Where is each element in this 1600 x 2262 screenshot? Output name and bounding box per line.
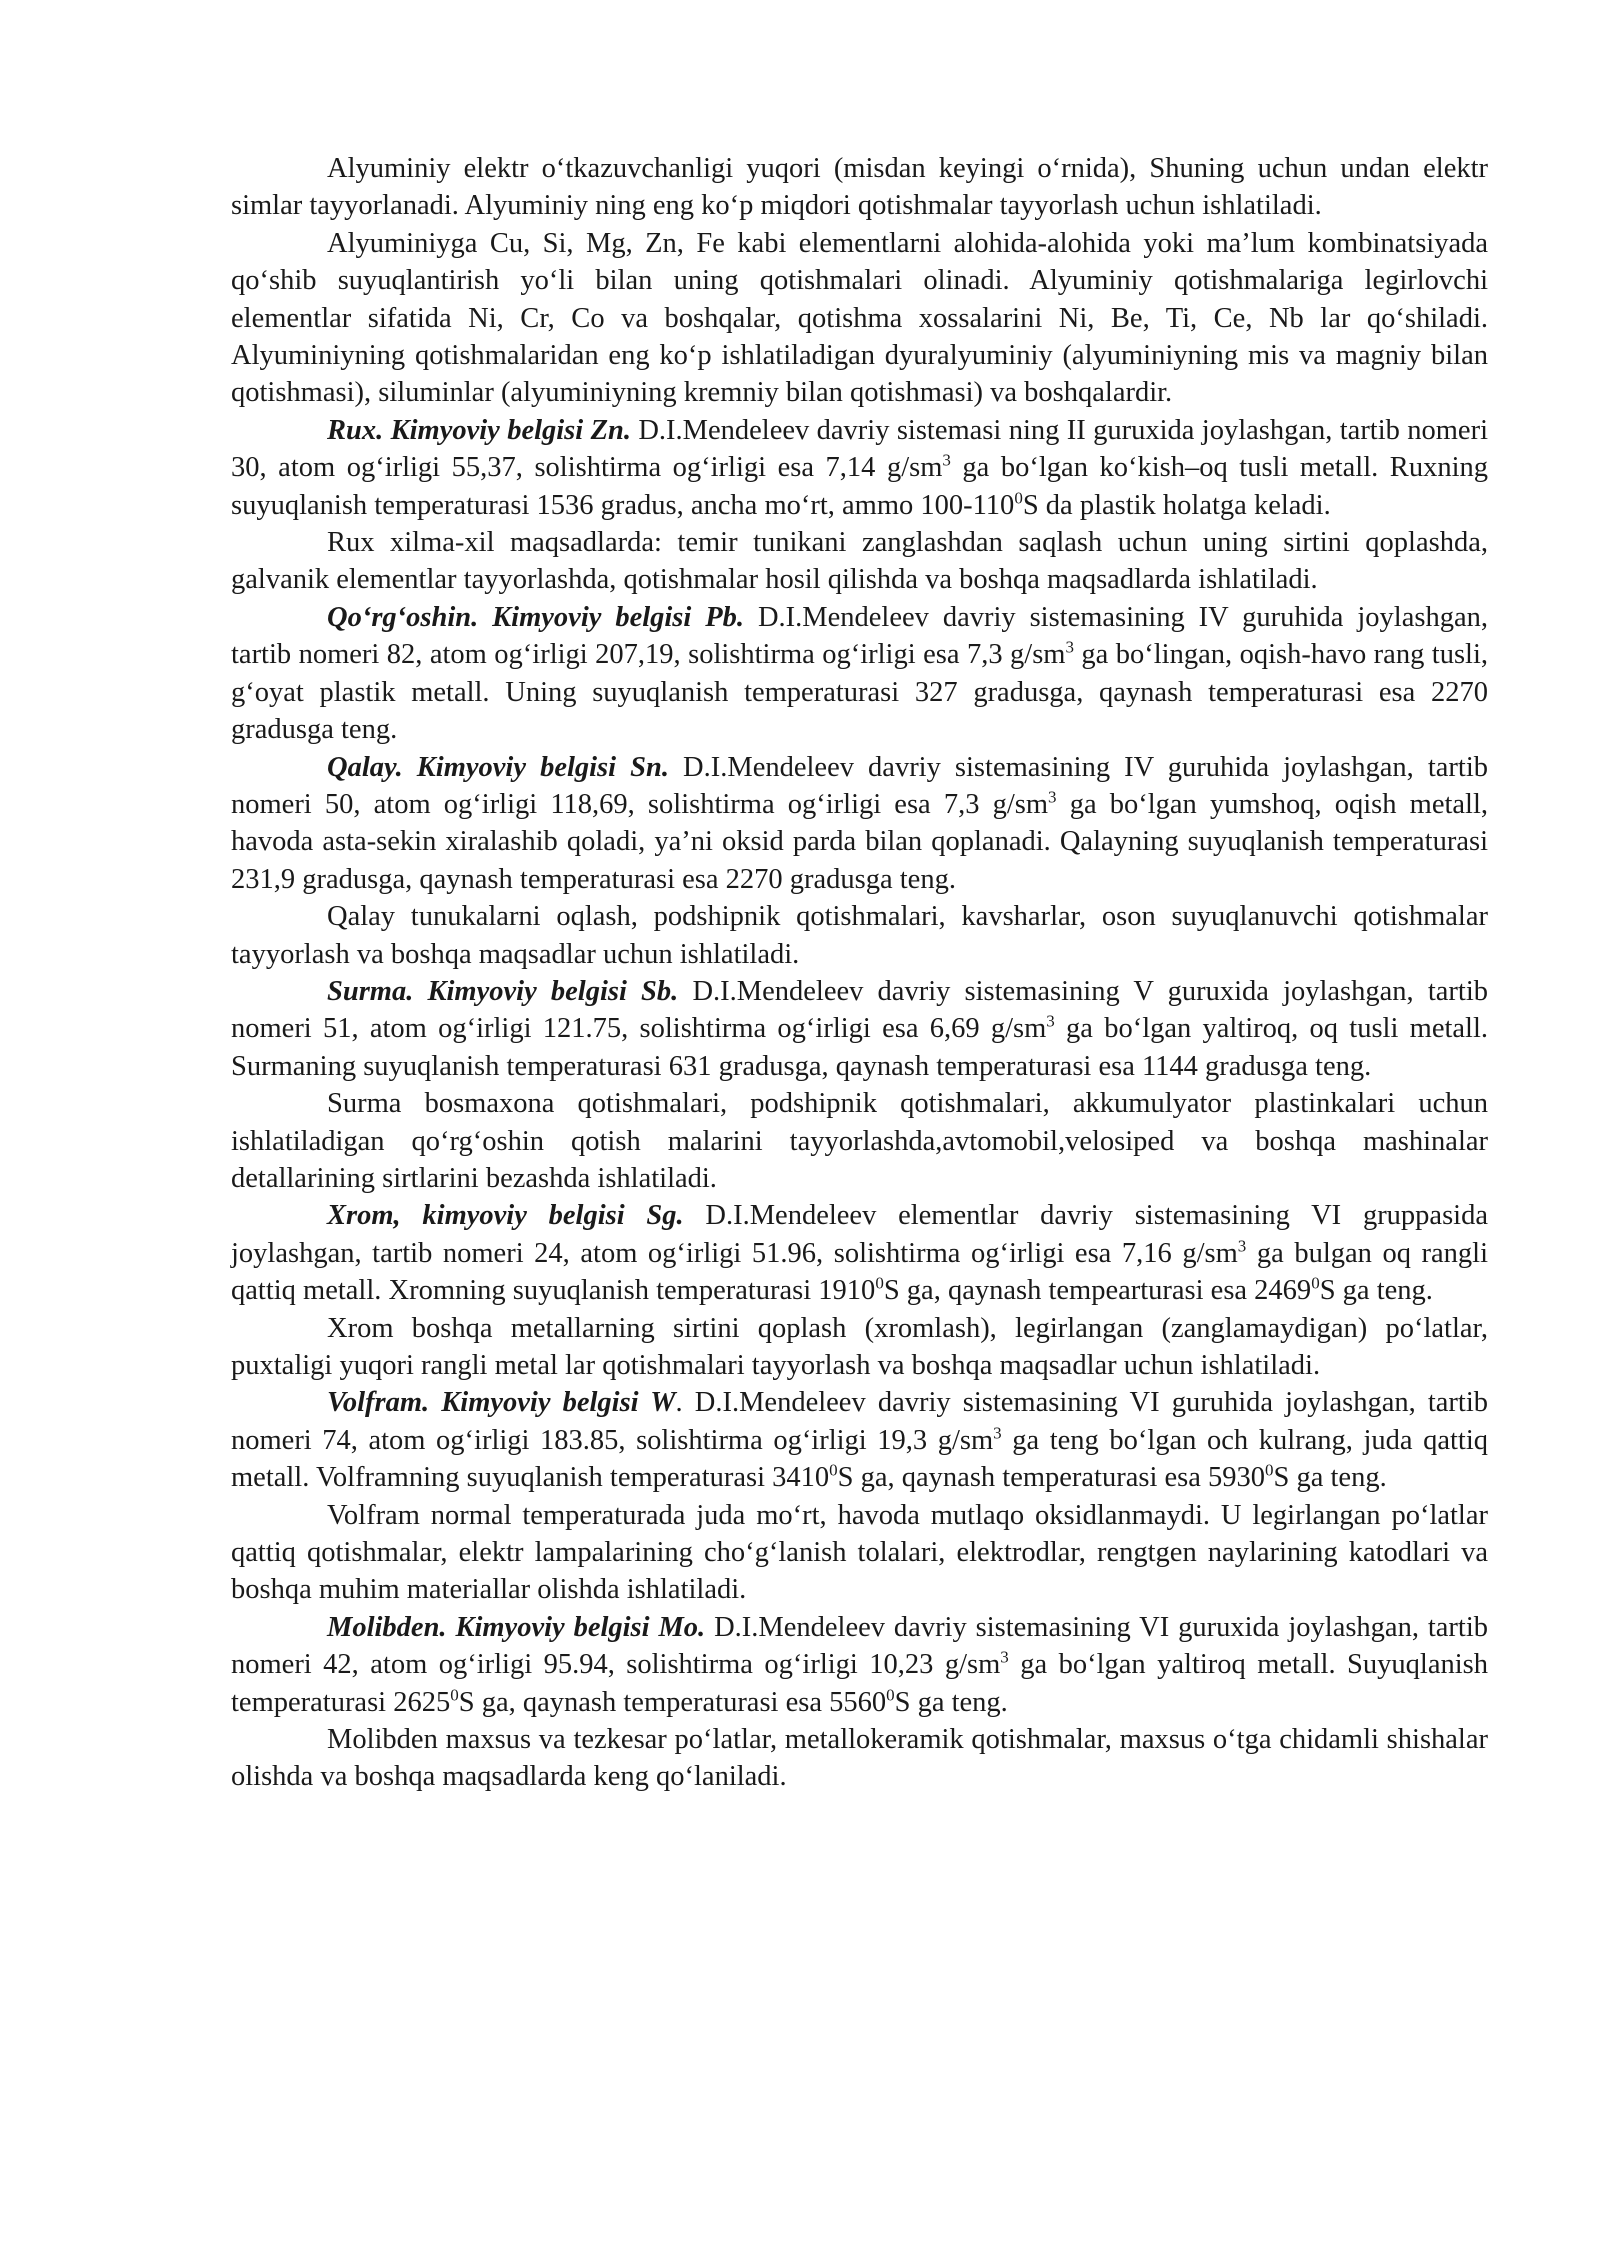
document-paragraph [231, 599, 1488, 749]
document-paragraph [231, 1384, 1488, 1496]
superscript: 3 [1046, 1011, 1055, 1031]
superscript: 0 [829, 1460, 838, 1480]
paragraph-text: Qalay tunukalarni oqlash, podshipnik qotishmalari, kavsharlar, oson suyuqlanuvchi qotishmalar tayyorlash va boshqa maqsadlar uchun ishlatiladi. [231, 901, 1488, 970]
superscript: 0 [1311, 1273, 1320, 1293]
paragraph-text: Alyuminiy elektr o‘tkazuvchanligi yuqori (misdan keyingi o‘rnida), Shuning uchun undan elektr simlar tayyorlanadi. Alyuminiy ning eng ko‘p miqdori qotishmalar tayyorlash uchun ishlatiladi. [231, 153, 1488, 222]
element-heading: Volfram. Kimyoviy belgisi W [327, 1387, 676, 1419]
document-paragraph [231, 1497, 1488, 1609]
paragraph-text: Molibden maxsus va tezkesar po‘latlar, metallokeramik qotishmalar, maxsus o‘tga chidamli shishalar olishda va boshqa maqsadlarda keng qo‘laniladi. [231, 1724, 1488, 1793]
superscript: 0 [450, 1685, 459, 1705]
paragraph-text: ga bo‘lingan, oqish-havo rang tusli, g‘oyat plastik metall. Uning suyuqlanish temperaturasi 327 gradusga, qaynash temperaturasi esa 2270 gradusga teng. [231, 639, 1488, 746]
document-paragraph [231, 1197, 1488, 1309]
paragraph-text: ga bo‘lgan yaltiroq, oq tusli metall. Surmaning suyuqlanish temperaturasi 631 gradusga, qaynash temperaturasi esa 1144 gradusga teng. [231, 1013, 1488, 1082]
paragraph-text: S ga, qaynash tempearturasi esa 2469 [883, 1275, 1312, 1307]
paragraph-text: S da plastik holatga keladi. [1022, 489, 1331, 521]
paragraph-text: ga teng bo‘lgan och kulrang, juda qattiq metall. Volframning suyuqlanish temperaturasi 3410 [231, 1424, 1488, 1494]
superscript: 3 [942, 450, 951, 470]
superscript: 3 [1065, 637, 1074, 657]
paragraph-text: Volfram normal temperaturada juda mo‘rt, havoda mutlaqo oksidlanmaydi. U legirlangan po‘latlar qattiq qotishmalar, elektr lampalarining cho‘g‘lanish tolalari, elektrodlar, rengtgen naylarining katodlari va boshqa muhim materiallar olishda ishlatiladi. [231, 1499, 1488, 1606]
paragraph-text: D.I.Mendeleev davriy sistemasi ning II guruxida joylashgan, tartib nomeri 30, atom og‘irligi 55,37, solishtirma og‘irligi esa 7,14 g/sm [231, 414, 1488, 484]
paragraph-text: ga bo‘lgan yumshoq, oqish metall, havoda asta-sekin xiralashib qoladi, ya’ni oksid parda bilan qoplanadi. Qalayning suyuqlanish temperaturasi 231,9 gradusga, qaynash temperaturasi esa 2270 gradusga teng. [231, 788, 1488, 895]
paragraph-text: S ga, qaynash temperaturasi esa 5560 [458, 1686, 887, 1718]
paragraph-text: D.I.Mendeleev davriy sistemasining VI guruxida joylashgan, tartib nomeri 42, atom og‘irligi 95.94, solishtirma og‘irligi 10,23 g/sm [231, 1611, 1489, 1681]
document-paragraph [231, 524, 1488, 599]
paragraph-text: Xrom boshqa metallarning sirtini qoplash (xromlash), legirlangan (zanglamaydigan) po‘latlar, puxtaligi yuqori rangli metal lar qotishmalari tayyorlash va boshqa maqsadlar uchun ishlatiladi. [231, 1312, 1488, 1381]
paragraph-text: Surma bosmaxona qotishmalari, podshipnik qotishmalari, akkumulyator plastinkalari uchun ishlatiladigan qo‘rg‘oshin qotish malarini tayyorlashda,avtomobil,velosiped va boshqa mashinalar detallarining sirtlarini bezashda ishlatiladi. [231, 1088, 1488, 1194]
document-paragraph [231, 412, 1488, 524]
element-heading: Qo‘rg‘oshin. Kimyoviy belgisi Pb. [327, 601, 745, 633]
element-heading: Rux. Kimyoviy belgisi Zn. [327, 414, 631, 446]
document-paragraph [231, 898, 1488, 973]
document-paragraph [231, 1085, 1488, 1197]
superscript: 3 [1000, 1647, 1009, 1667]
paragraph-text: S ga teng. [1319, 1275, 1433, 1307]
paragraph-text: ga bulgan oq rangli qattiq metall. Xromning suyuqlanish temperaturasi 1910 [231, 1237, 1489, 1307]
paragraph-text: S ga teng. [1273, 1462, 1387, 1494]
document-paragraph [231, 1310, 1488, 1385]
document-paragraph [231, 749, 1488, 899]
element-heading: Qalay. Kimyoviy belgisi Sn. [327, 751, 669, 783]
superscript: 3 [1048, 787, 1057, 807]
paragraph-text: Rux xilma-xil maqsadlarda: temir tunikani zanglashdan saqlash uchun uning sirtini qoplashda, galvanik elementlar tayyorlashda, qotishmalar hosil qilishda va boshqa maqsadlarda ishlatiladi. [231, 527, 1488, 596]
document-paragraph [231, 1609, 1488, 1721]
paragraph-text: D.I.Mendeleev davriy sistemasining IV guruhida joylashgan, tartib nomeri 50, atom og‘irligi 118,69, solishtirma og‘irligi esa 7,3 g/sm [231, 751, 1488, 820]
paragraph-text: D.I.Mendeleev davriy sistemasining IV guruhida joylashgan, tartib nomeri 82, atom og‘irligi 207,19, solishtirma og‘irligi esa 7,3 g/sm [231, 601, 1488, 671]
paragraph-text: D.I.Mendeleev davriy sistemasining V guruxida joylashgan, tartib nomeri 51, atom og‘irligi 121.75, solishtirma og‘irligi esa 6,69 g/sm [231, 975, 1488, 1045]
document-page [231, 150, 1488, 1796]
document-paragraph [231, 1721, 1488, 1796]
paragraph-text: ga bo‘lgan ko‘kish–oq tusli metall. Ruxning suyuqlanish temperaturasi 1536 gradus, ancha mo‘rt, ammo 100-110 [231, 452, 1488, 521]
superscript: 0 [886, 1685, 895, 1705]
document-paragraph [231, 225, 1488, 412]
paragraph-text: ga bo‘lgan yaltiroq metall. Suyuqlanish temperaturasi 2625 [231, 1649, 1488, 1718]
element-heading: Molibden. Kimyoviy belgisi Mo. [327, 1611, 706, 1643]
paragraph-text: S ga teng. [894, 1686, 1008, 1718]
superscript: 3 [993, 1423, 1002, 1443]
superscript: 0 [1014, 488, 1023, 508]
paragraph-text: . D.I.Mendeleev davriy sistemasining VI guruhida joylashgan, tartib nomeri 74, atom og‘irligi 183.85, solishtirma og‘irligi 19,3 g/sm [231, 1387, 1488, 1456]
paragraph-text: Alyuminiyga Cu, Si, Mg, Zn, Fe kabi elementlarni alohida-alohida yoki ma’lum kombinatsiyada qo‘shib suyuqlantirish yo‘li bilan uning qotishmalari olinadi. Alyuminiy qotishmalariga legirlovchi elementlar sifatida Ni, Cr, Co va boshqalar, qotishma xossalarini Ni, Be, Ti, Ce, Nb lar qo‘shiladi. Alyuminiyning qotishmalaridan eng ko‘p ishlatiladigan dyuralyuminiy (alyuminiyning mis va magniy bilan qotishmasi), siluminlar (alyuminiyning kremniy bilan qotishmasi) va boshqalardir. [231, 227, 1488, 409]
superscript: 0 [875, 1273, 884, 1293]
element-heading: Surma. Kimyoviy belgisi Sb. [327, 975, 679, 1007]
paragraph-text: S ga, qaynash temperaturasi esa 5930 [837, 1462, 1266, 1494]
superscript: 3 [1237, 1236, 1247, 1256]
document-paragraph [231, 973, 1488, 1085]
superscript: 0 [1265, 1460, 1274, 1480]
document-paragraph [231, 150, 1488, 225]
element-heading: Xrom, kimyoviy belgisi Sg. [327, 1200, 684, 1232]
paragraph-text: D.I.Mendeleev elementlar davriy sistemasining VI gruppasida joylashgan, tartib nomeri 24, atom og‘irligi 51.96, solishtirma og‘irligi esa 7,16 g/sm [231, 1200, 1488, 1269]
